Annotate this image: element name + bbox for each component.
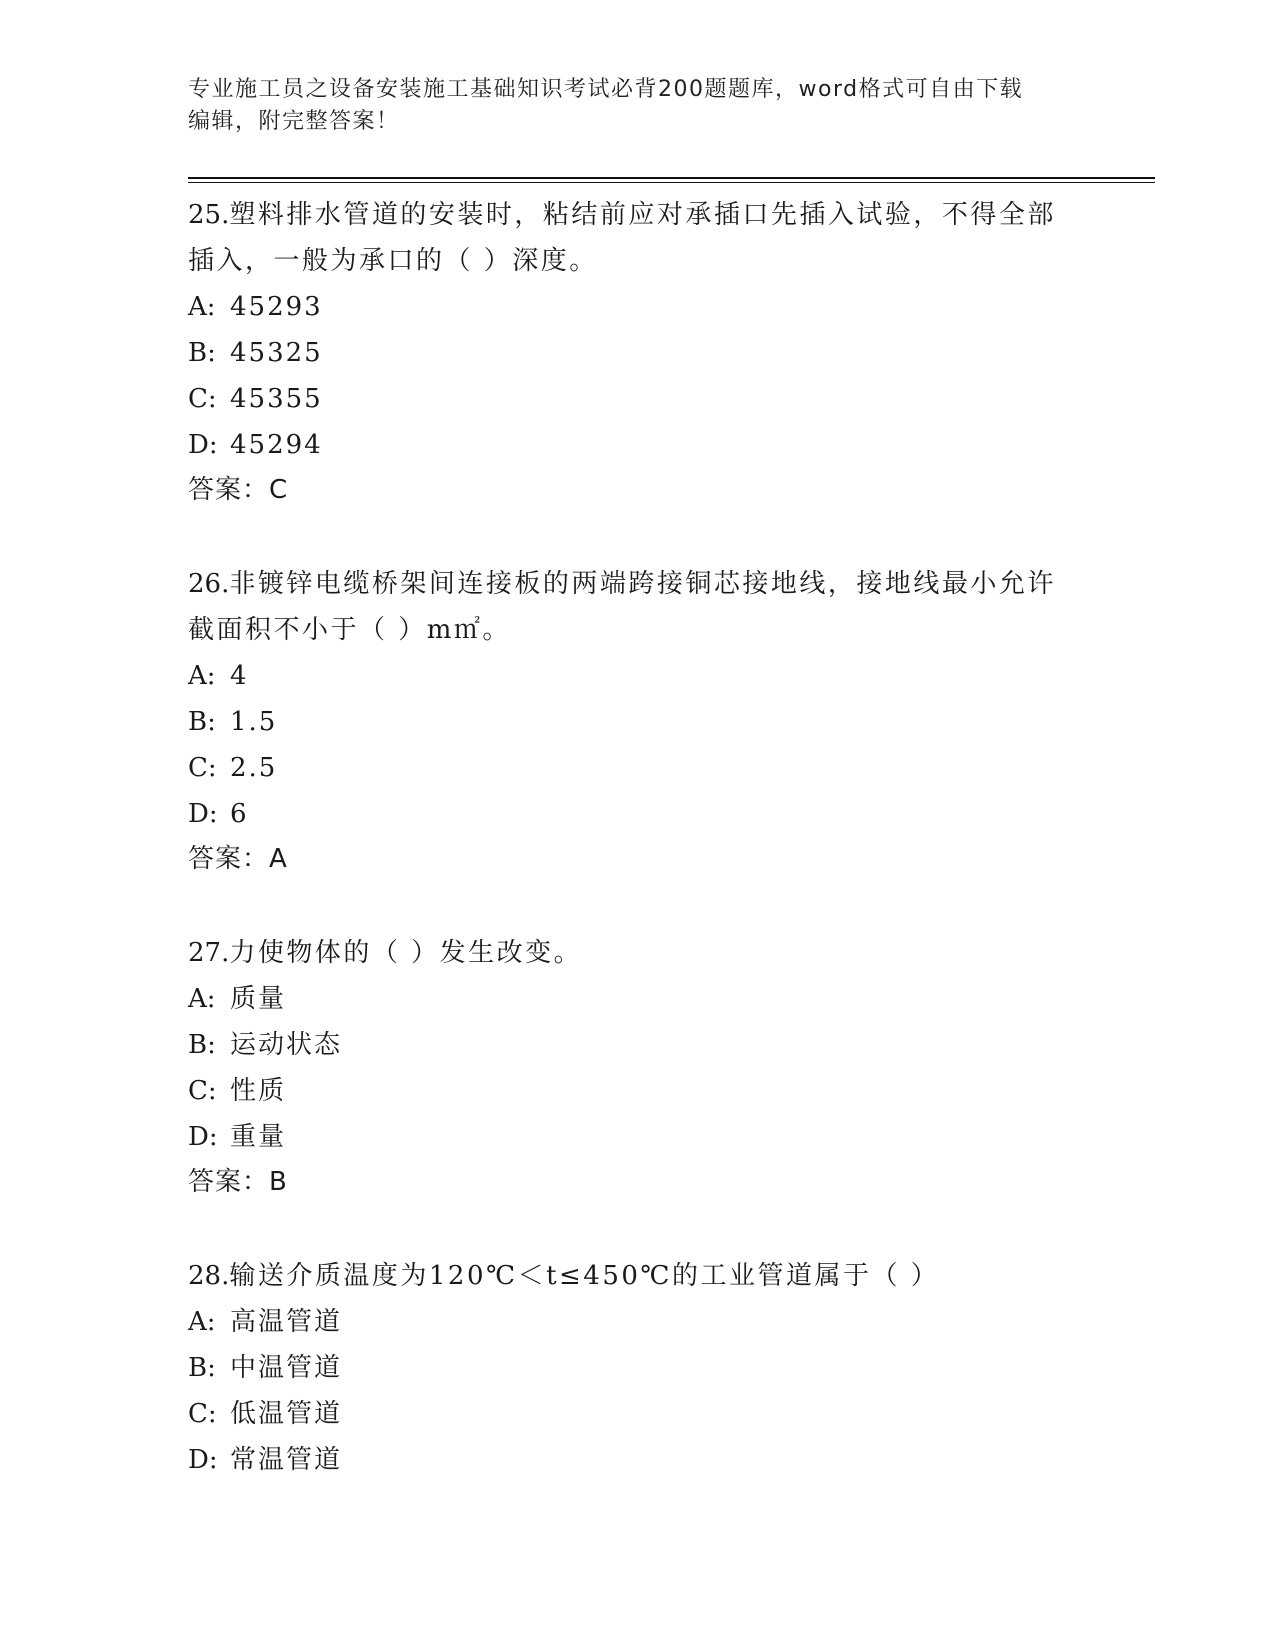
- option-text: 1.5: [230, 707, 278, 737]
- question-number: 27.: [188, 938, 230, 968]
- option-text: 低温管道: [230, 1399, 343, 1429]
- option-d: [188, 1114, 1088, 1160]
- option-a: [188, 284, 1088, 330]
- option-b: [188, 1022, 1088, 1068]
- option-text: 4: [230, 661, 249, 691]
- option-key: D:: [188, 799, 218, 829]
- option-text: 6: [230, 799, 249, 829]
- option-text: 常温管道: [230, 1445, 343, 1475]
- option-a: [188, 976, 1088, 1022]
- option-key: C:: [188, 753, 217, 783]
- question-text-line-1: 非镀锌电缆桥架间连接板的两端跨接铜芯接地线，接地线最小允许: [229, 569, 1056, 599]
- question-stem: [188, 930, 1088, 976]
- option-key: B:: [188, 1353, 216, 1383]
- option-b: [188, 1345, 1088, 1391]
- option-text: 45325: [230, 338, 323, 368]
- option-a: [188, 653, 1088, 699]
- header-divider-top: [188, 177, 1155, 179]
- question-list: [188, 192, 1088, 1532]
- option-key: A:: [188, 661, 216, 691]
- question-text-line-1: 输送介质温度为120℃＜t≤450℃的工业管道属于（ ）: [229, 1261, 940, 1291]
- question-text-line-2: 截面积不小于（ ）m㎡。: [188, 615, 511, 645]
- question-stem: [188, 192, 1088, 238]
- option-text: 45293: [230, 292, 323, 322]
- option-text: 性质: [230, 1076, 287, 1106]
- option-c: [188, 745, 1088, 791]
- option-text: 质量: [230, 984, 287, 1014]
- option-key: A:: [188, 292, 216, 322]
- option-text: 高温管道: [230, 1307, 343, 1337]
- option-b: [188, 330, 1088, 376]
- question-stem: [188, 561, 1088, 607]
- question-26: [188, 561, 1088, 881]
- question-text-line-1: 力使物体的（ ）发生改变。: [229, 938, 583, 968]
- option-text: 45355: [230, 384, 323, 414]
- question-number: 28.: [188, 1261, 230, 1291]
- option-key: A:: [188, 984, 216, 1014]
- option-key: B:: [188, 707, 216, 737]
- option-key: D:: [188, 1122, 218, 1152]
- question-25: [188, 192, 1088, 512]
- option-text: 45294: [230, 430, 323, 460]
- option-d: [188, 422, 1088, 468]
- option-c: [188, 1068, 1088, 1114]
- question-stem: [188, 1253, 1088, 1299]
- question-27: [188, 930, 1088, 1204]
- option-c: [188, 1391, 1088, 1437]
- document-header: [188, 74, 1068, 138]
- option-key: C:: [188, 384, 217, 414]
- option-b: [188, 699, 1088, 745]
- answer: 答案：B: [188, 1167, 288, 1197]
- option-key: B:: [188, 1030, 216, 1060]
- header-divider-bottom: [188, 182, 1155, 183]
- option-key: A:: [188, 1307, 216, 1337]
- option-text: 中温管道: [230, 1353, 343, 1383]
- answer: 答案：A: [188, 844, 288, 874]
- question-number: 26.: [188, 569, 230, 599]
- option-key: C:: [188, 1076, 217, 1106]
- option-d: [188, 1437, 1088, 1483]
- option-text: 重量: [230, 1122, 287, 1152]
- header-line-2: 编辑，附完整答案！: [188, 109, 400, 134]
- header-line-1: 专业施工员之设备安装施工基础知识考试必背200题题库，word格式可自由下载: [188, 77, 1024, 102]
- option-c: [188, 376, 1088, 422]
- option-text: 2.5: [230, 753, 278, 783]
- option-key: D:: [188, 1445, 218, 1475]
- option-text: 运动状态: [230, 1030, 343, 1060]
- option-d: [188, 791, 1088, 837]
- question-text-line-2: 插入，一般为承口的（ ）深度。: [188, 246, 598, 276]
- option-key: D:: [188, 430, 218, 460]
- question-number: 25.: [188, 200, 230, 230]
- question-text-line-1: 塑料排水管道的安装时，粘结前应对承插口先插入试验，不得全部: [229, 200, 1056, 230]
- option-a: [188, 1299, 1088, 1345]
- option-key: B:: [188, 338, 216, 368]
- option-key: C:: [188, 1399, 217, 1429]
- question-28: [188, 1253, 1088, 1483]
- answer: 答案：C: [188, 475, 289, 505]
